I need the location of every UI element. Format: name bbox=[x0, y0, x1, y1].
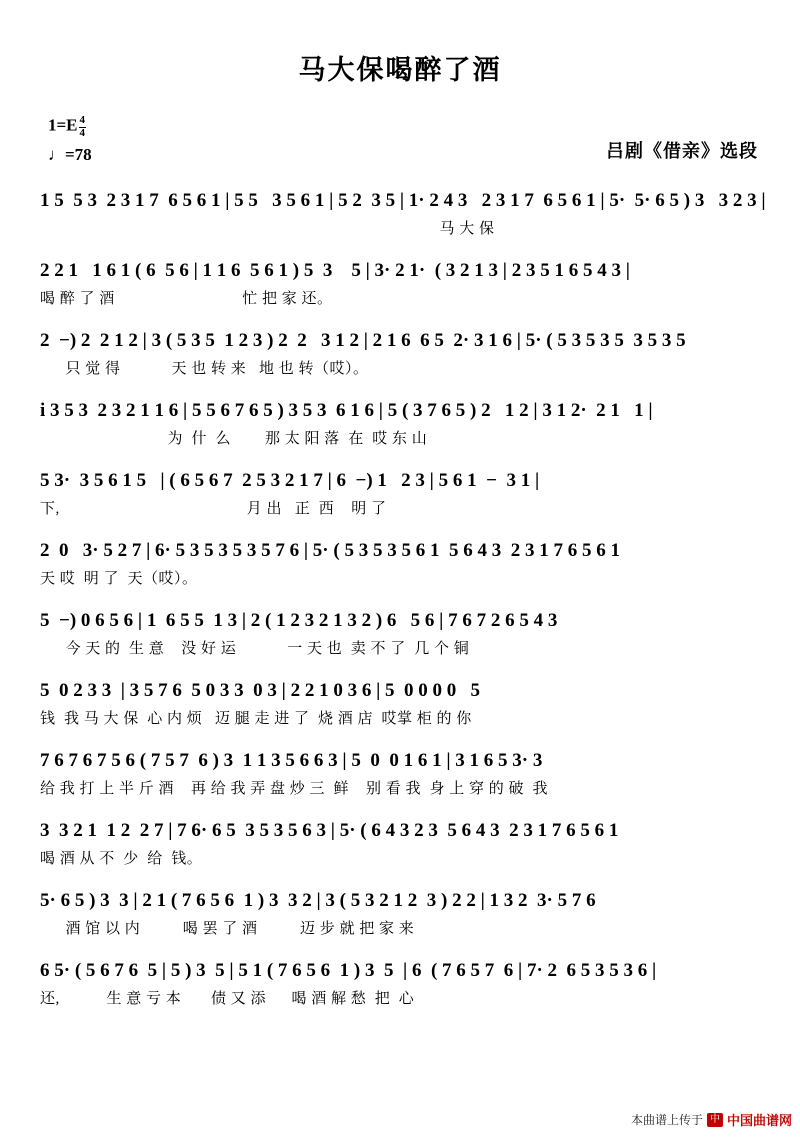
lyrics-line: 今 天 的 生 意 没 好 运 一 天 也 卖 不 了 几 个 铜 bbox=[40, 641, 470, 657]
notation-line: 7 6 7 6 7 5 6 ( 7 5 7 6 ) 3 1 1 3 5 6 6 3 | 5 0 0 1 6 1 | 3 1 6 5 3· 3 bbox=[40, 750, 543, 771]
time-signature-denominator: 4 bbox=[79, 126, 86, 139]
time-signature-numerator: 4 bbox=[79, 114, 86, 126]
key-signature bbox=[48, 115, 86, 139]
notation-line: 5 −) 0 6 5 6 | 1 6 5 5 1 3 | 2 ( 1 2 3 2 1 3 2 ) 6 5 6 | 7 6 7 2 6 5 4 3 bbox=[40, 610, 558, 631]
score-system bbox=[40, 677, 754, 731]
score-system bbox=[40, 397, 754, 451]
score-system bbox=[40, 1027, 754, 1081]
score-system bbox=[40, 607, 754, 661]
lyrics-line bbox=[40, 1057, 754, 1081]
score-body bbox=[0, 187, 800, 1081]
lyrics-line: 还, 生 意 亏 本 债 又 添 喝 酒 解 愁 把 心 bbox=[40, 991, 415, 1007]
sheet-music-page bbox=[0, 48, 800, 1137]
notation-line: 2 0 3· 5 2 7 | 6· 5 3 5 3 5 3 5 7 6 | 5· ( 5 3 5 3 5 6 1 5 6 4 3 2 3 1 7 6 5 6 1 bbox=[40, 540, 620, 561]
lyrics-line: 为 什 么 那 太 阳 落 在 哎 东 山 bbox=[40, 431, 428, 447]
notation-line: 2 −) 2 2 1 2 | 3 ( 5 3 5 1 2 3 ) 2 2 3 1 2 | 2 1 6 6 5 2· 3 1 6 | 5· ( 5 3 5 3 5 3 5 3 5 bbox=[40, 330, 686, 351]
score-system bbox=[40, 187, 766, 241]
notation-line: 2 2 1 1 6 1 ( 6 5 6 | 1 1 6 5 6 1 ) 5 3 5 | 3· 2 1· ( 3 2 1 3 | 2 3 5 1 6 5 4 3 | bbox=[40, 260, 630, 281]
lyrics-line: 钱 我 马 大 保 心 内 烦 迈 腿 走 进 了 烧 酒 店 哎掌 柜 的 你 bbox=[40, 711, 472, 727]
lyrics-line: 下, 月 出 正 西 明 了 bbox=[40, 501, 387, 517]
score-system bbox=[40, 747, 754, 801]
notation-line: 3 3 2 1 1 2 2 7 | 7 6· 6 5 3 5 3 5 6 3 | 5· ( 6 4 3 2 3 5 6 4 3 2 3 1 7 6 5 6 1 bbox=[40, 820, 619, 841]
score-system bbox=[40, 467, 754, 521]
footer-watermark bbox=[631, 1110, 792, 1129]
key-label: 1=E bbox=[48, 115, 78, 135]
footer-text: 本曲谱上传于 bbox=[630, 1113, 703, 1127]
notation-line bbox=[40, 1027, 754, 1057]
score-system bbox=[40, 817, 754, 871]
notation-line: 5· 6 5 ) 3 3 | 2 1 ( 7 6 5 6 1 ) 3 3 2 | 3 ( 5 3 2 1 2 3 ) 2 2 | 1 3 2 3· 5 7 6 bbox=[40, 890, 596, 911]
notation-line: i 3 5 3 2 3 2 1 1 6 | 5 5 6 7 6 5 ) 3 5 3 6 1 6 | 5 ( 3 7 6 5 ) 2 1 2 | 3 1 2· 2 1 1 | bbox=[40, 400, 653, 421]
notation-line: 5 3· 3 5 6 1 5 | ( 6 5 6 7 2 5 3 2 1 7 | 6 −) 1 2 3 | 5 6 1 − 3 1 | bbox=[40, 470, 540, 491]
lyrics-line: 天 哎 明 了 天（哎）。 bbox=[40, 571, 198, 587]
site-logo-icon: 中 bbox=[707, 1113, 723, 1127]
score-system bbox=[40, 327, 754, 381]
score-system bbox=[40, 257, 754, 311]
site-name-link[interactable]: 中国曲谱网 bbox=[726, 1113, 792, 1128]
score-metadata bbox=[0, 115, 800, 181]
score-system bbox=[40, 887, 754, 941]
score-system bbox=[40, 537, 754, 591]
notation-line: 5 0 2 3 3 | 3 5 7 6 5 0 3 3 0 3 | 2 2 1 0 3 6 | 5 0 0 0 0 5 bbox=[40, 680, 481, 701]
lyrics-line: 喝 酒 从 不 少 给 钱。 bbox=[40, 851, 203, 867]
lyrics-line: 酒 馆 以 内 喝 罢 了 酒 迈 步 就 把 家 来 bbox=[40, 921, 415, 937]
lyrics-line: 给 我 打 上 半 斤 酒 再 给 我 弄 盘 炒 三 鲜 别 看 我 身 上 穿 的 破 我 bbox=[40, 781, 549, 797]
source-attribution: 吕剧《借亲》选段 bbox=[606, 141, 758, 161]
score-system bbox=[40, 957, 754, 1011]
notation-line: 6 5· ( 5 6 7 6 5 | 5 ) 3 5 | 5 1 ( 7 6 5 6 1 ) 3 5 | 6 ( 7 6 5 7 6 | 7· 2 6 5 3 5 3 6 | bbox=[40, 960, 657, 981]
time-signature bbox=[79, 115, 87, 139]
lyrics-line: 只 觉 得 天 也 转 来 地 也 转（哎）。 bbox=[40, 361, 369, 377]
tempo-marking: ♩=78 bbox=[48, 145, 92, 164]
lyrics-line: 马 大 保 bbox=[40, 221, 495, 237]
notation-line: 1 5 5 3 2 3 1 7 6 5 6 1 | 5 5 3 5 6 1 | 5 2 3 5 | 1· 2 4 3 2 3 1 7 6 5 6 1 | 5· 5· 6 5 ) 3 3 2 3 | bbox=[40, 190, 766, 211]
page-title: 马大保喝醉了酒 bbox=[298, 55, 502, 85]
lyrics-line: 喝 醉 了 酒 忙 把 家 还。 bbox=[40, 291, 333, 307]
